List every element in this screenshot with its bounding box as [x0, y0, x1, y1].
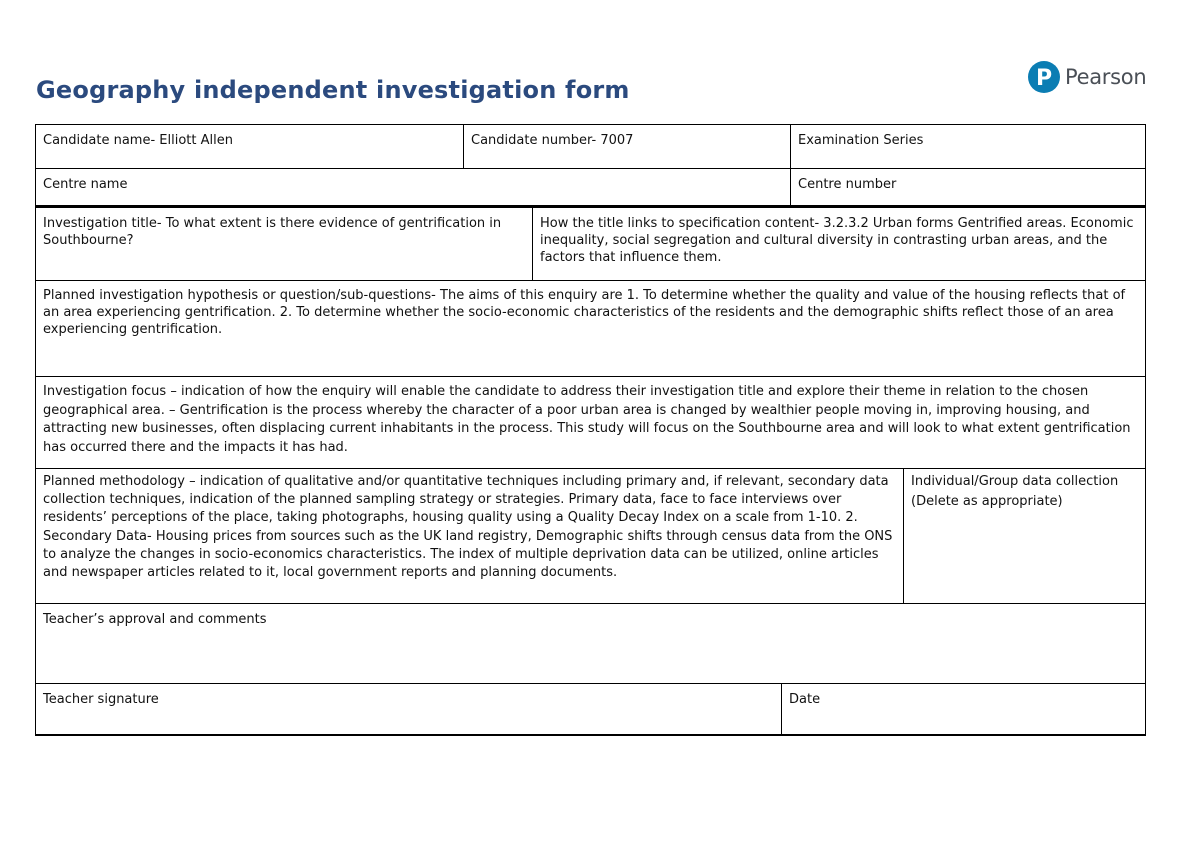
- teacher-approval-row: [35, 604, 1146, 684]
- candidate-number-field[interactable]: Candidate number- 7007: [464, 125, 791, 168]
- examination-series-field[interactable]: Examination Series: [798, 133, 924, 148]
- focus-row: [35, 377, 1146, 469]
- pearson-logo-icon: [1028, 61, 1060, 93]
- signature-row: [35, 684, 1146, 736]
- teacher-approval-field[interactable]: Teacher’s approval and comments: [43, 612, 267, 627]
- pearson-logo-text: Pearson: [1065, 65, 1147, 89]
- date-field[interactable]: Date: [789, 692, 821, 707]
- centre-row: [35, 169, 1146, 206]
- investigation-focus-field[interactable]: Investigation focus – indication of how the enquiry will enable the candidate to address their investigation title and explore their theme in relation to the chosen geographical area. – Gentrification is the process whereby the character of a poor urban area is changed by wealthier people moving in, improving housing, and attracting new businesses, often displacing current inhabitants in the process. This study will focus on the Southbourne area and will look to what extent gentrification has occurred there and the impacts it has had.: [43, 384, 1131, 455]
- delete-note: (Delete as appropriate): [911, 494, 1063, 510]
- title-links-field[interactable]: How the title links to specification content- 3.2.3.2 Urban forms Gentrified areas. Economic inequality, social segregation and cultural diversity in contrasting urban areas, and the factors that influence them.: [540, 216, 1134, 265]
- pearson-p-mark: [1028, 61, 1060, 93]
- investigation-title-row: [35, 206, 1146, 281]
- pearson-p-letter: P: [1035, 66, 1053, 91]
- centre-name-field[interactable]: Centre name: [36, 169, 791, 205]
- data-collection-label: Individual/Group data collection: [911, 474, 1119, 489]
- hypothesis-row: [35, 281, 1146, 377]
- methodology-row: [35, 469, 1146, 604]
- investigation-title-field[interactable]: Investigation title- To what extent is there evidence of gentrification in Southbourne?: [36, 208, 533, 280]
- methodology-field[interactable]: Planned methodology – indication of qualitative and/or quantitative techniques including primary and, if relevant, secondary data collection techniques, indication of the planned sampling strategy or strategies. Primary data, face to face interviews over residents’ perceptions of the place, taking photographs, housing quality using a Quality Decay Index on a scale from 1-10. 2. Secondary Data- Housing prices from sources such as the UK land registry, Demographic shifts through census data from the ONS to analyze the changes in socio-economics characteristics. The index of multiple deprivation data can be utilized, online articles and newspaper articles related to it, local government reports and planning documents.: [36, 469, 904, 603]
- teacher-signature-field[interactable]: Teacher signature: [36, 684, 782, 734]
- page-title: Geography independent investigation form: [36, 76, 630, 104]
- hypothesis-field[interactable]: Planned investigation hypothesis or question/sub-questions- The aims of this enquiry are 1. To determine whether the quality and value of the housing reflects that of an area experiencing gentrification. 2. To determine whether the socio-economic characteristics of the residents and the demographic shifts reflect those of an area experiencing gentrification.: [43, 288, 1126, 337]
- candidate-name-field[interactable]: Candidate name- Elliott Allen: [36, 125, 464, 168]
- data-collection-field[interactable]: [904, 469, 1145, 603]
- pearson-logo: [1028, 59, 1146, 95]
- centre-number-field[interactable]: Centre number: [798, 177, 897, 192]
- candidate-row: [35, 124, 1146, 169]
